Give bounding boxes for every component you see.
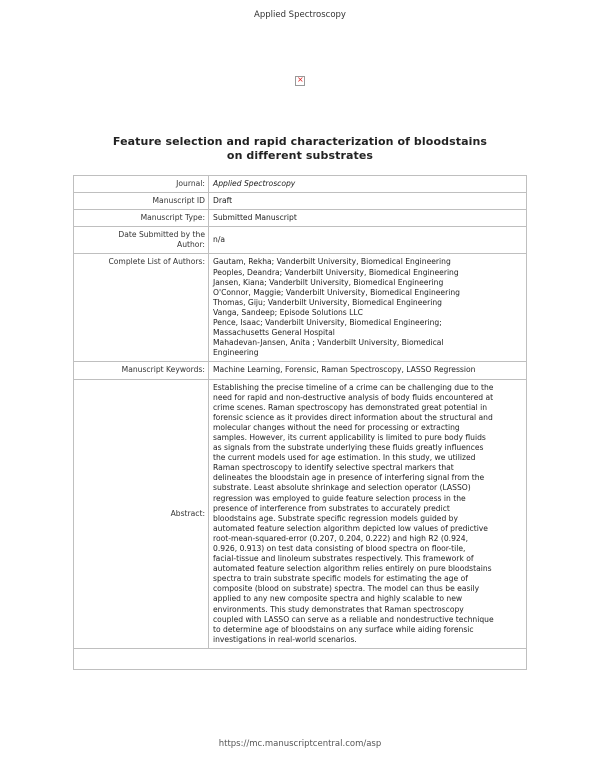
date-submitted-label xyxy=(74,227,209,254)
abstract-line: regression was employed to guide feature selection process in the xyxy=(213,493,466,503)
abstract-row xyxy=(74,379,527,648)
abstract-line: coupled with LASSO can serve as a reliable and nondestructive technique xyxy=(213,614,494,624)
manuscript-type-label: Manuscript Type: xyxy=(74,210,209,227)
abstract-line: bloodstains age. Substrate specific regression models guided by xyxy=(213,513,458,523)
author-line: Thomas, Giju; Vanderbilt University, Biomedical Engineering xyxy=(213,297,442,307)
abstract-line: applied to any new composite spectra and highly scalable to new xyxy=(213,594,463,604)
author-line: Massachusetts General Hospital xyxy=(213,328,335,338)
abstract-line: samples. However, its current applicability is limited to pure body fluids xyxy=(213,432,486,442)
abstract-line: root-mean-squared-error (0.207, 0.204, 0.222) and high R2 (0.924, xyxy=(213,533,468,543)
keywords-label: Manuscript Keywords: xyxy=(74,362,209,379)
authors-row xyxy=(74,254,527,362)
abstract-label: Abstract: xyxy=(74,379,209,648)
manuscript-type-row xyxy=(74,210,527,227)
author-line: Gautam, Rekha; Vanderbilt University, Biomedical Engineering xyxy=(213,257,451,267)
authors-list xyxy=(209,254,527,362)
journal-value: Applied Spectroscopy xyxy=(209,176,527,193)
title-line-1: Feature selection and rapid characterization of bloodstains xyxy=(112,135,488,148)
abstract-line: Establishing the precise timeline of a crime can be challenging due to the xyxy=(213,382,494,392)
abstract-line: forensic science as it provides direct information about the structural and xyxy=(213,412,493,422)
keywords-row xyxy=(74,362,527,379)
abstract-line: automated feature selection algorithm relies entirely on pure bloodstains xyxy=(213,564,492,574)
abstract-line: automated feature selection algorithm depicted low values of predictive xyxy=(213,523,488,533)
keywords-value: Machine Learning, Forensic, Raman Spectroscopy, LASSO Regression xyxy=(209,362,527,379)
abstract-line: Raman spectroscopy to identify selective spectral markers that xyxy=(213,463,454,473)
broken-image-glyph: × xyxy=(297,75,304,84)
author-line: Engineering xyxy=(213,348,259,358)
abstract-line: substrate. Least absolute shrinkage and selection operator (LASSO) xyxy=(213,483,471,493)
author-line: Jansen, Kiana; Vanderbilt University, Biomedical Engineering xyxy=(213,277,444,287)
abstract-line: environments. This study demonstrates that Raman spectroscopy xyxy=(213,604,464,614)
abstract-line: facial-tissue and linoleum substrates respectively. This framework of xyxy=(213,554,474,564)
date-submitted-label-line-2: Author: xyxy=(177,240,205,250)
abstract-line: delineates the bloodstain age in presence of interfering signal from the xyxy=(213,473,485,483)
abstract-line: the current models used for age estimation. In this study, we utilized xyxy=(213,453,476,463)
abstract-line: composite (blood on substrate) spectra. The model can thus be easily xyxy=(213,584,480,594)
abstract-line: 0.926, 0.913) on test data consisting of blood spectra on floor-tile, xyxy=(213,544,466,553)
empty-row xyxy=(74,648,527,669)
empty-cell xyxy=(74,648,527,669)
authors-label: Complete List of Authors: xyxy=(74,254,209,362)
manuscript-metadata-table xyxy=(73,175,527,670)
abstract-line: crime scenes. Raman spectroscopy has demonstrated great potential in xyxy=(213,402,488,412)
manuscript-id-label: Manuscript ID xyxy=(74,193,209,210)
abstract-line: need for rapid and non-destructive analysis of body fluids encountered at xyxy=(213,392,494,402)
abstract-line: to determine age of bloodstains on any surface while aiding forensic xyxy=(213,624,474,634)
author-line: Pence, Isaac; Vanderbilt University, Biomedical Engineering; xyxy=(213,318,442,328)
abstract-line: investigations in real-world scenarios. xyxy=(213,634,357,644)
author-line: Mahadevan-Jansen, Anita ; Vanderbilt University, Biomedical xyxy=(213,338,444,348)
date-submitted-row xyxy=(74,227,527,254)
title-line-2: on different substrates xyxy=(226,149,374,162)
journal-row xyxy=(74,176,527,193)
author-line: O'Connor, Maggie; Vanderbilt University, Biomedical Engineering xyxy=(213,287,460,297)
abstract-line: molecular changes without the need for processing or extracting xyxy=(213,422,460,432)
running-header: Applied Spectroscopy xyxy=(254,10,346,20)
broken-image-icon xyxy=(295,76,305,86)
date-submitted-value: n/a xyxy=(209,227,527,254)
journal-label: Journal: xyxy=(74,176,209,193)
manuscript-id-value: Draft xyxy=(209,193,527,210)
author-line: Peoples, Deandra; Vanderbilt University, Biomedical Engineering xyxy=(213,267,459,277)
abstract-line: presence of interference from substrates to accurately predict xyxy=(213,503,450,513)
abstract-line: as signals from the substrate underlying these fluids greatly influences xyxy=(213,443,484,453)
manuscript-title xyxy=(60,135,540,163)
abstract-line: spectra to train substrate specific models for estimating the age of xyxy=(213,574,468,584)
manuscript-type-value: Submitted Manuscript xyxy=(209,210,527,227)
abstract-text xyxy=(209,379,527,648)
date-submitted-label-line-1: Date Submitted by the xyxy=(118,230,205,240)
footer-url: https://mc.manuscriptcentral.com/asp xyxy=(218,739,382,749)
manuscript-id-row xyxy=(74,193,527,210)
author-line: Vanga, Sandeep; Episode Solutions LLC xyxy=(213,307,363,317)
